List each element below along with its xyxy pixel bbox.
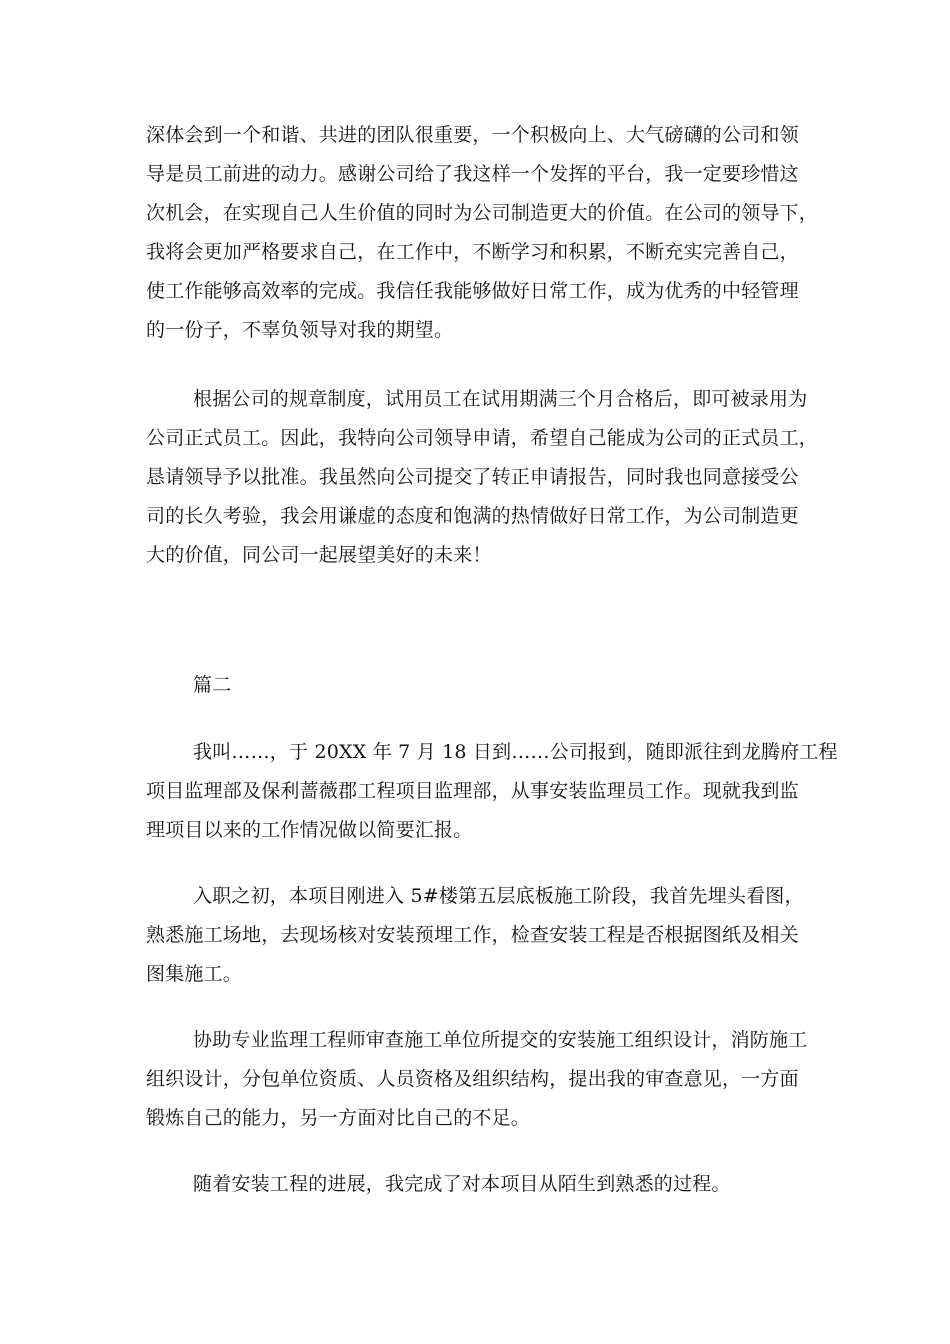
paragraph-line: 图集施工。 <box>146 963 243 985</box>
paragraph-line: 随着安装工程的进展，我完成了对本项目从陌生到熟悉的过程。 <box>193 1173 731 1195</box>
paragraph-line: 我将会更加严格要求自己，在工作中，不断学习和积累，不断充实完善自己， <box>146 241 799 263</box>
paragraph-line: 导是员工前进的动力。感谢公司给了我这样一个发挥的平台，我一定要珍惜这 <box>146 163 799 185</box>
paragraph-line: 大的价值，同公司一起展望美好的未来！ <box>146 544 492 566</box>
paragraph-line: 公司正式员工。因此，我特向公司领导申请，希望自己能成为公司的正式员工， <box>146 427 819 449</box>
paragraph-line: 组织设计，分包单位资质、人员资格及组织结构，提出我的审查意见，一方面 <box>146 1068 799 1090</box>
paragraph-line: 使工作能够高效率的完成。我信任我能够做好日常工作，成为优秀的中轻管理 <box>146 280 799 302</box>
paragraph-line: 理项目以来的工作情况做以简要汇报。 <box>146 819 473 841</box>
paragraph-line: 深体会到一个和谐、共进的团队很重要，一个积极向上、大气磅礴的公司和领 <box>146 124 799 146</box>
paragraph-line: 熟悉施工场地，去现场核对安装预埋工作，检查安装工程是否根据图纸及相关 <box>146 924 799 946</box>
paragraph-line: 协助专业监理工程师审查施工单位所提交的安装施工组织设计，消防施工 <box>193 1029 808 1051</box>
paragraph-line: 我叫……，于 20XX 年 7 月 18 日到……公司报到，随即派往到龙腾府工程 <box>193 741 838 763</box>
paragraph-line: 恳请领导予以批准。我虽然向公司提交了转正申请报告，同时我也同意接受公 <box>146 466 799 488</box>
paragraph-line: 司的长久考验，我会用谦虚的态度和饱满的热情做好日常工作，为公司制造更 <box>146 505 799 527</box>
paragraph-line: 锻炼自己的能力，另一方面对比自己的不足。 <box>146 1107 531 1129</box>
paragraph-line: 入职之初，本项目刚进入 5#楼第五层底板施工阶段，我首先埋头看图， <box>193 885 804 907</box>
paragraph-line: 次机会，在实现自己人生价值的同时为公司制造更大的价值。在公司的领导下， <box>146 202 819 224</box>
section-heading: 篇二 <box>193 674 232 696</box>
paragraph-line: 根据公司的规章制度，试用员工在试用期满三个月合格后，即可被录用为 <box>193 388 808 410</box>
paragraph-line: 的一份子，不辜负领导对我的期望。 <box>146 319 454 341</box>
paragraph-line: 项目监理部及保利蔷薇郡工程项目监理部，从事安装监理员工作。现就我到监 <box>146 780 799 802</box>
